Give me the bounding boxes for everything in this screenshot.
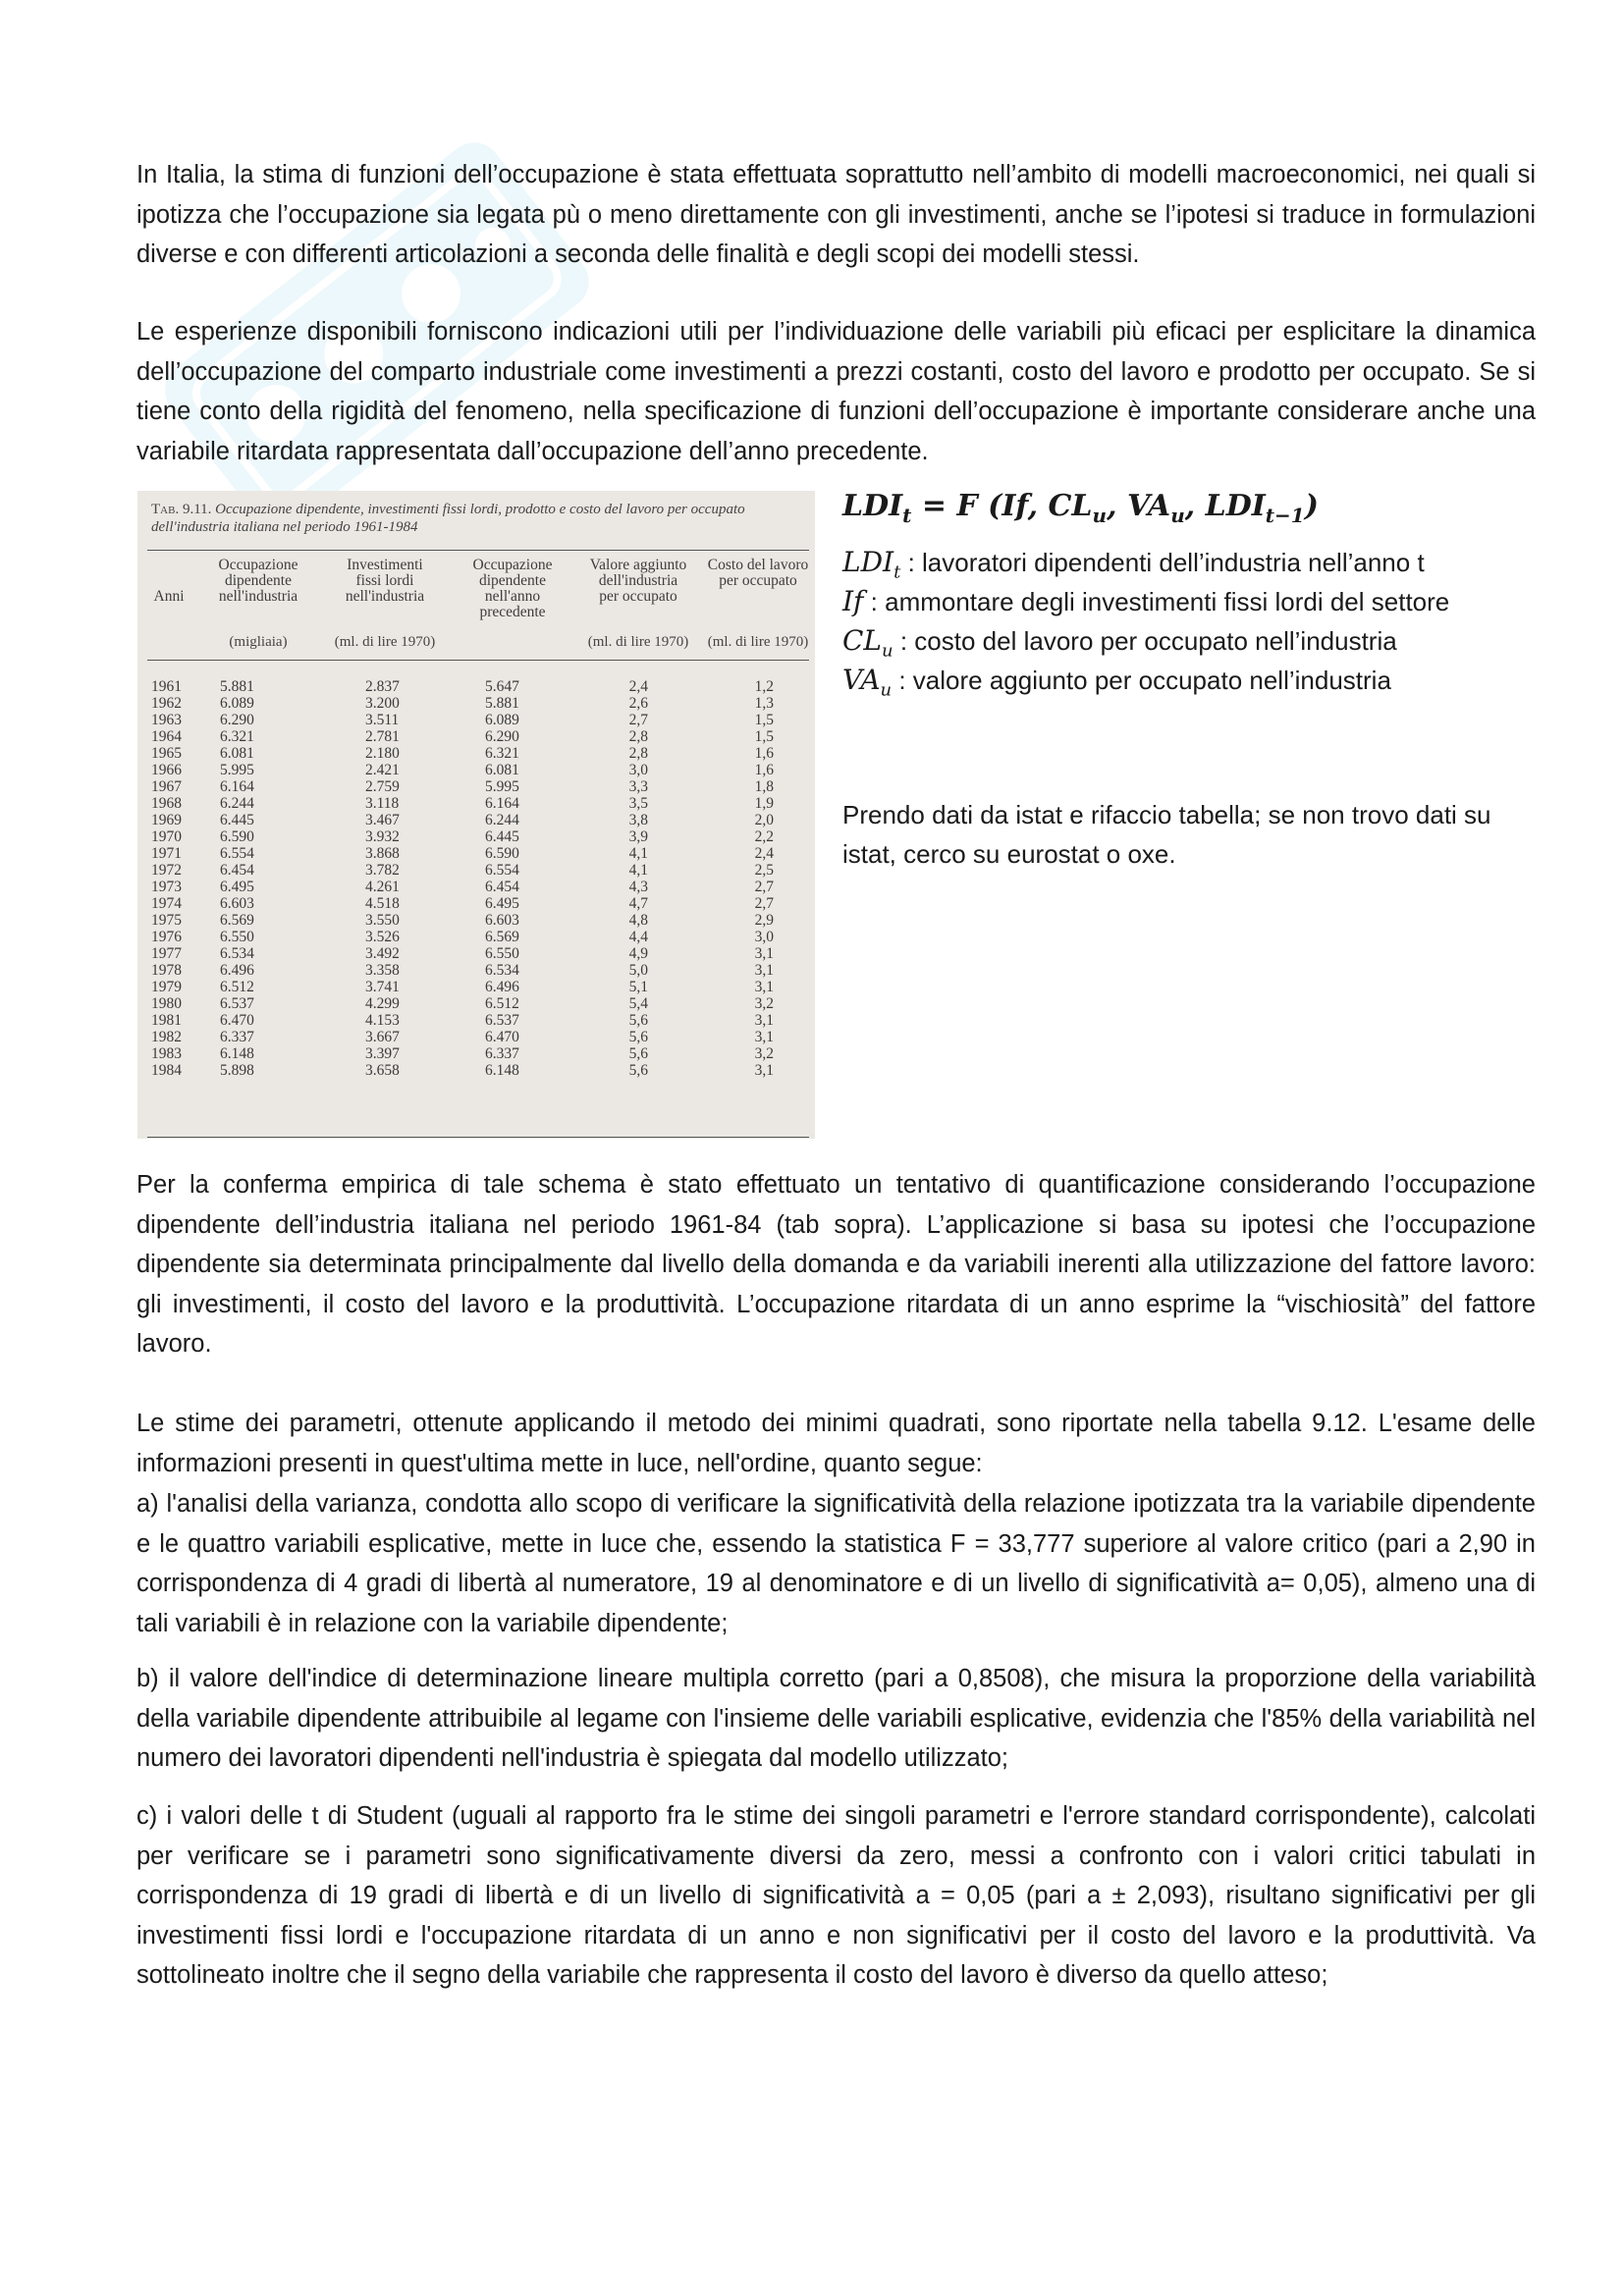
table-cell: 2,9 <box>754 912 774 929</box>
column-costo-lavoro <box>725 678 774 1079</box>
table-cell: 1969 <box>151 812 182 828</box>
table-cell: 6.537 <box>220 995 254 1012</box>
table-cell: 6.164 <box>485 795 519 812</box>
table-cell: 1,6 <box>754 762 774 778</box>
header-occupazione: Occupazione dipendente nell'industria <box>218 557 298 605</box>
table-cell: 2.421 <box>365 762 400 778</box>
table-cell: 5,4 <box>628 995 648 1012</box>
header-occupazione-precedente: Occupazione dipendente nell'anno precedente <box>472 557 553 620</box>
table-cell: 6.550 <box>485 945 519 962</box>
table-cell: 5,6 <box>628 1045 648 1062</box>
table-cell: 6.495 <box>220 879 254 895</box>
table-cell: 2,8 <box>628 745 648 762</box>
table-cell: 3,1 <box>754 962 774 979</box>
table-cell: 6.496 <box>220 962 254 979</box>
header-anni: Anni <box>153 588 185 605</box>
table-cell: 6.537 <box>485 1012 519 1029</box>
table-cell: 6.148 <box>485 1062 519 1079</box>
table-cell: 6.569 <box>220 912 254 929</box>
table-cell: 6.512 <box>220 979 254 995</box>
table-cell: 2,7 <box>628 712 648 728</box>
paragraph-empirical: Per la conferma empirica di tale schema è stato effettuato un tentativo di quantificazione considerando l’occupazione dipendente dell’industria italiana nel periodo 1961-84 (tab sopra). L’applicazione si basa su ipotesi che l’occupazione dipendente sia determinata principalmente dal livello della domanda e da variabili inerenti alla utilizzazione del fattore lavoro: gli investimenti, il costo del lavoro e la produttività. L’occupazione ritardata di un anno esprime la “vischiosità” del fattore lavoro. <box>136 1171 1536 1358</box>
table-caption <box>151 501 807 536</box>
table-cell: 5.647 <box>485 678 519 695</box>
formula-ldi: $LDI_t = F$ (If, $CL_u$, $VA_u$, $LDI_{t-1}$) <box>842 489 1319 527</box>
table-cell: 6.590 <box>220 828 254 845</box>
table-cell: 1978 <box>151 962 182 979</box>
table-cell: 6.550 <box>220 929 254 945</box>
table-cell: 1,9 <box>754 795 774 812</box>
table-cell: 4,8 <box>628 912 648 929</box>
note-data-source: Prendo dati da istat e rifaccio tabella; se non trovo dati su istat, cerco su eurostat o oxe. <box>842 800 1491 869</box>
definition-va: $VA_u$ : valore aggiunto per occupato nell’industria <box>842 664 1391 701</box>
table-cell: 5.995 <box>220 762 254 778</box>
table-cell: 1966 <box>151 762 182 778</box>
table-cell: 1,6 <box>754 745 774 762</box>
table-cell: 5,6 <box>628 1012 648 1029</box>
table-cell: 1980 <box>151 995 182 1012</box>
table-cell: 6.244 <box>220 795 254 812</box>
table-cell: 3,3 <box>628 778 648 795</box>
table-cell: 1972 <box>151 862 182 879</box>
table-cell: 3,1 <box>754 979 774 995</box>
table-rule-header <box>147 660 809 661</box>
table-cell: 3.492 <box>365 945 400 962</box>
table-cell: 4.518 <box>365 895 400 912</box>
table-cell: 3.511 <box>365 712 400 728</box>
table-cell: 1971 <box>151 845 182 862</box>
table-cell: 6.569 <box>485 929 519 945</box>
table-cell: 4.153 <box>365 1012 400 1029</box>
table-cell: 1965 <box>151 745 182 762</box>
table-cell: 3,1 <box>754 945 774 962</box>
table-cell: 1,2 <box>754 678 774 695</box>
table-cell: 1974 <box>151 895 182 912</box>
table-cell: 4.299 <box>365 995 400 1012</box>
table-cell: 6.081 <box>485 762 519 778</box>
table-cell: 3.118 <box>365 795 400 812</box>
table-cell: 3,1 <box>754 1062 774 1079</box>
table-cell: 6.470 <box>485 1029 519 1045</box>
table-rule-bottom <box>147 1137 809 1138</box>
column-investimenti <box>365 678 434 1079</box>
table-cell: 1962 <box>151 695 182 712</box>
paragraph-intro: In Italia, la stima di funzioni dell’occupazione è stata effettuata soprattutto nell’ambito di modelli macroeconomici, nei quali si ipotizza che l’occupazione sia legata pù o meno direttamente con gli investimenti, anche se l’ipotesi si traduce in formulazioni diverse e con differenti articolazioni a seconda delle finalità e degli scopi dei modelli stessi. <box>136 161 1536 268</box>
table-cell: 2,7 <box>754 879 774 895</box>
table-cell: 3,0 <box>628 762 648 778</box>
table-cell: 2,8 <box>628 728 648 745</box>
paragraph-point-b: b) il valore dell'indice di determinazione lineare multipla corretto (pari a 0,8508), che misura la proporzione della variabilità della variabile dipendente attribuibile al legame con l'insieme delle variabili esplicative, evidenzia che l'85% della variabilità nel numero dei lavoratori dipendenti nell'industria è spiegata dal modello utilizzato; <box>136 1665 1536 1772</box>
table-cell: 6.554 <box>220 845 254 862</box>
table-cell: 3,9 <box>628 828 648 845</box>
table-cell: 3,2 <box>754 995 774 1012</box>
table-cell: 2.759 <box>365 778 400 795</box>
table-cell: 3,1 <box>754 1012 774 1029</box>
table-cell: 1976 <box>151 929 182 945</box>
unit-investimenti: (ml. di lire 1970) <box>334 634 436 650</box>
table-cell: 2,2 <box>754 828 774 845</box>
table-cell: 5.881 <box>220 678 254 695</box>
table-cell: 2,4 <box>628 678 648 695</box>
table-cell: 1979 <box>151 979 182 995</box>
table-cell: 3.658 <box>365 1062 400 1079</box>
table-cell: 6.290 <box>220 712 254 728</box>
table-cell: 6.590 <box>485 845 519 862</box>
table-cell: 1964 <box>151 728 182 745</box>
table-cell: 1982 <box>151 1029 182 1045</box>
table-cell: 3.741 <box>365 979 400 995</box>
table-cell: 3,0 <box>754 929 774 945</box>
table-cell: 1973 <box>151 879 182 895</box>
table-cell: 1,8 <box>754 778 774 795</box>
table-cell: 5,0 <box>628 962 648 979</box>
table-cell: 3.200 <box>365 695 400 712</box>
table-cell: 3,8 <box>628 812 648 828</box>
unit-costo-lavoro: (ml. di lire 1970) <box>707 634 809 650</box>
table-cell: 6.445 <box>220 812 254 828</box>
paragraph-variables: Le esperienze disponibili forniscono indicazioni utili per l’individuazione delle variabili più eficaci per esplicitare la dinamica dell’occupazione del comparto industriale come investimenti a prezzi costanti, costo del lavoro e prodotto per occupato. Se si tiene conto della rigidità del fenomeno, nella specificazione di funzioni dell’occupazione è importante considerare anche una variabile ritardata rappresentata dall’occupazione dell’anno precedente. <box>136 318 1536 465</box>
header-valore-aggiunto: Valore aggiunto dell'industria per occupato <box>589 557 687 605</box>
table-cell: 1967 <box>151 778 182 795</box>
table-cell: 1983 <box>151 1045 182 1062</box>
table-cell: 2,7 <box>754 895 774 912</box>
table-cell: 6.554 <box>485 862 519 879</box>
table-cell: 3,1 <box>754 1029 774 1045</box>
table-cell: 1,5 <box>754 712 774 728</box>
table-cell: 6.470 <box>220 1012 254 1029</box>
table-cell: 4,1 <box>628 862 648 879</box>
table-title: Occupazione dipendente, investimenti fissi lordi, prodotto e costo del lavoro per occupato dell'industria italiana nel periodo 1961-1984 <box>151 502 745 535</box>
table-cell: 3.550 <box>365 912 400 929</box>
table-cell: 6.534 <box>220 945 254 962</box>
table-cell: 2,4 <box>754 845 774 862</box>
table-cell: 6.337 <box>220 1029 254 1045</box>
column-occupazione <box>220 678 289 1079</box>
table-cell: 6.603 <box>220 895 254 912</box>
table-cell: 3.397 <box>365 1045 400 1062</box>
table-cell: 3,2 <box>754 1045 774 1062</box>
table-cell: 6.081 <box>220 745 254 762</box>
table-cell: 4,7 <box>628 895 648 912</box>
table-cell: 5,6 <box>628 1029 648 1045</box>
definition-if: If : ammontare degli investimenti fissi lordi del settore <box>842 585 1450 617</box>
paragraph-estimates: Le stime dei parametri, ottenute applicando il metodo dei minimi quadrati, sono riportate nella tabella 9.12. L'esame delle informazioni presenti in quest'ultima mette in luce, nell'ordine, quanto segue: <box>136 1410 1536 1477</box>
table-cell: 6.321 <box>485 745 519 762</box>
header-investimenti: Investimenti fissi lordi nell'industria <box>345 557 425 605</box>
header-costo-lavoro: Costo del lavoro per occupato <box>707 557 809 589</box>
table-rule-top <box>147 550 809 551</box>
table-cell: 5.881 <box>485 695 519 712</box>
table-cell: 6.148 <box>220 1045 254 1062</box>
table-cell: 4.261 <box>365 879 400 895</box>
table-cell: 2,6 <box>628 695 648 712</box>
table-cell: 6.512 <box>485 995 519 1012</box>
table-cell: 2.837 <box>365 678 400 695</box>
definition-cl: $CL_u$ : costo del lavoro per occupato nell’industria <box>842 624 1397 662</box>
table-cell: 1975 <box>151 912 182 929</box>
table-cell: 1981 <box>151 1012 182 1029</box>
paragraph-point-c: c) i valori delle t di Student (uguali al rapporto fra le stime dei singoli parametri e l'errore standard corrispondente), calcolati per verificare se i parametri sono significativamente diversi da zero, messi a confronto con i valori critici tabulati in corrispondenza di 19 gradi di libertà e di un livello di significatività a = 0,05 (pari a ± 2,093), risultano significativi per gli investimenti fissi lordi e l'occupazione ritardata di un anno e non significativi per il costo del lavoro e la produttività. Va sottolineato inoltre che il segno della variabile che rappresenta il costo del lavoro è diverso da quello atteso; <box>136 1802 1536 1989</box>
table-cell: 6.321 <box>220 728 254 745</box>
unit-valore-aggiunto: (ml. di lire 1970) <box>587 634 689 650</box>
definition-ldi: $LDI_t$ : lavoratori dipendenti dell’industria nell’anno t <box>842 546 1425 583</box>
table-cell: 1977 <box>151 945 182 962</box>
table-cell: 3.868 <box>365 845 400 862</box>
table-cell: 1,5 <box>754 728 774 745</box>
table-cell: 6.089 <box>485 712 519 728</box>
table-cell: 2,0 <box>754 812 774 828</box>
table-cell: 1970 <box>151 828 182 845</box>
table-cell: 5,1 <box>628 979 648 995</box>
table-cell: 6.454 <box>220 862 254 879</box>
table-cell: 6.454 <box>485 879 519 895</box>
table-cell: 6.603 <box>485 912 519 929</box>
table-cell: 5,6 <box>628 1062 648 1079</box>
table-cell: 3,5 <box>628 795 648 812</box>
table-cell: 1,3 <box>754 695 774 712</box>
table-cell: 4,3 <box>628 879 648 895</box>
table-cell: 6.495 <box>485 895 519 912</box>
table-cell: 6.164 <box>220 778 254 795</box>
table-cell: 4,4 <box>628 929 648 945</box>
table-cell: 4,9 <box>628 945 648 962</box>
table-cell: 6.089 <box>220 695 254 712</box>
column-occupazione-precedente <box>485 678 554 1079</box>
paragraph-point-a: a) l'analisi della varianza, condotta allo scopo di verificare la significatività della relazione ipotizzata tra la variabile dipendente e le quattro variabili esplicative, mette in luce che, essendo la statistica F = 33,777 superiore al valore critico (pari a 2,90 in corrispondenza di 4 gradi di libertà al numeratore, 19 al denominatore e di un livello di significatività a= 0,05), almeno una di tali variabili è in relazione con la variabile dipendente; <box>136 1490 1536 1637</box>
table-cell: 3.526 <box>365 929 400 945</box>
table-cell: 2,5 <box>754 862 774 879</box>
table-cell: 2.781 <box>365 728 400 745</box>
table-cell: 2.180 <box>365 745 400 762</box>
scanned-table-image <box>137 491 815 1139</box>
table-cell: 3.932 <box>365 828 400 845</box>
table-cell: 6.290 <box>485 728 519 745</box>
table-cell: 5.898 <box>220 1062 254 1079</box>
table-cell: 1963 <box>151 712 182 728</box>
table-cell: 3.467 <box>365 812 400 828</box>
table-cell: 6.337 <box>485 1045 519 1062</box>
table-cell: 3.782 <box>365 862 400 879</box>
table-cell: 1961 <box>151 678 182 695</box>
table-cell: 1968 <box>151 795 182 812</box>
unit-occupazione: (migliaia) <box>229 634 288 650</box>
table-cell: 4,1 <box>628 845 648 862</box>
table-cell: 6.244 <box>485 812 519 828</box>
column-anni <box>151 678 200 1079</box>
table-cell: 6.496 <box>485 979 519 995</box>
table-cell: 6.534 <box>485 962 519 979</box>
table-cell: 1984 <box>151 1062 182 1079</box>
table-number: Tab. 9.11. <box>151 502 212 517</box>
table-cell: 3.358 <box>365 962 400 979</box>
column-valore-aggiunto <box>599 678 648 1079</box>
table-cell: 6.445 <box>485 828 519 845</box>
table-cell: 5.995 <box>485 778 519 795</box>
table-cell: 3.667 <box>365 1029 400 1045</box>
